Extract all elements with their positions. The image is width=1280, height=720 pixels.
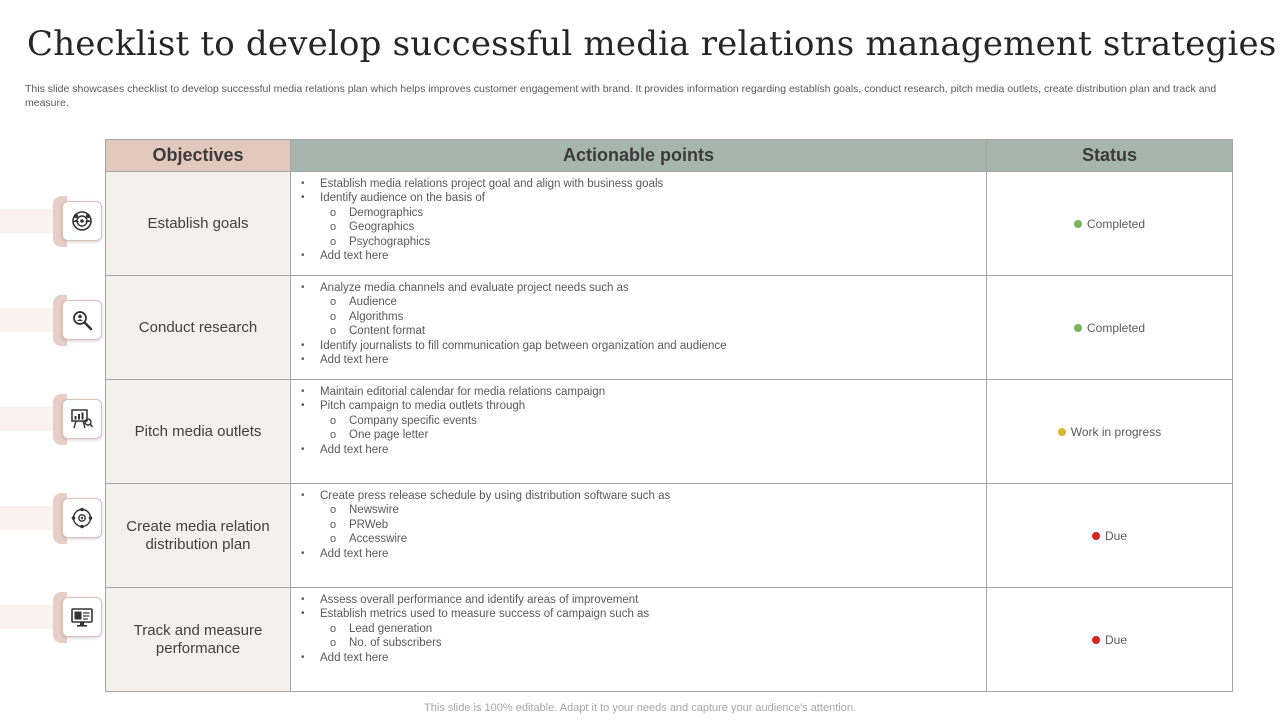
sub-point: o Demographics	[320, 206, 976, 220]
actionable-point	[301, 177, 976, 191]
presentation-board-icon	[62, 399, 102, 439]
status-dot-icon	[1058, 428, 1066, 436]
table-row	[106, 276, 1233, 380]
status-text: Due	[1104, 632, 1127, 647]
status-dot-icon	[1074, 324, 1082, 332]
actionable-point-text: Maintain editorial calendar for media relations campaign	[320, 386, 606, 398]
objective-cell	[106, 172, 291, 276]
actionable-point-text: Assess overall performance and identify areas of improvement	[320, 594, 639, 606]
actionable-point	[301, 385, 976, 399]
objective-cell	[106, 276, 291, 380]
table-row	[106, 380, 1233, 484]
actionable-point	[301, 489, 976, 547]
sub-point: o One page letter	[320, 428, 976, 442]
sub-point: o Psychographics	[320, 235, 976, 249]
objective-label: Establish goals	[147, 214, 249, 232]
sub-point: o Accesswire	[320, 532, 976, 546]
actionable-cell	[291, 380, 987, 484]
actionable-cell	[291, 172, 987, 276]
table-row	[106, 588, 1233, 692]
actionable-list	[301, 177, 976, 263]
actionable-point-text: Establish metrics used to measure success of campaign such as	[320, 608, 650, 621]
actionable-cell	[291, 588, 987, 692]
actionable-point	[301, 651, 976, 665]
header-status: Status	[987, 140, 1233, 172]
status-badge	[1074, 321, 1145, 335]
status-text: Completed	[1086, 320, 1146, 335]
objective-cell	[106, 484, 291, 588]
status-badge	[1092, 633, 1127, 647]
monitor-analytics-icon	[62, 597, 102, 637]
actionable-point-text: Add text here	[320, 443, 389, 456]
actionable-point	[301, 443, 976, 457]
objective-label: Conduct research	[138, 318, 258, 336]
decorative-strip	[0, 407, 56, 431]
status-cell	[987, 172, 1233, 276]
sub-point-list	[320, 503, 976, 546]
actionable-point-text: Add text here	[320, 250, 389, 263]
status-badge	[1092, 529, 1127, 543]
status-cell	[987, 588, 1233, 692]
actionable-point-text: Pitch campaign to media outlets through	[320, 400, 526, 413]
sub-point: o No. of subscribers	[320, 636, 976, 650]
actionable-point	[301, 281, 976, 339]
status-cell	[987, 380, 1233, 484]
actionable-point-text: Establish media relations project goal and align with business goals	[320, 178, 664, 190]
status-badge	[1074, 217, 1145, 231]
status-text: Completed	[1086, 216, 1146, 231]
page-title: Checklist to develop successful media relations management strategies	[27, 24, 1277, 64]
sub-point-list	[320, 295, 976, 338]
status-dot-icon	[1092, 636, 1100, 644]
sub-point: o PRWeb	[320, 518, 976, 532]
decorative-strip	[0, 506, 56, 530]
status-cell	[987, 276, 1233, 380]
footer-note: This slide is 100% editable. Adapt it to your needs and capture your audience's attention.	[424, 702, 856, 714]
decorative-strip	[0, 308, 56, 332]
actionable-point	[301, 353, 976, 367]
header-actionable-points: Actionable points	[291, 140, 987, 172]
sub-point-list	[320, 622, 976, 651]
actionable-point	[301, 249, 976, 263]
status-cell	[987, 484, 1233, 588]
status-dot-icon	[1074, 220, 1082, 228]
objective-label: Create media relation distribution plan	[126, 517, 270, 553]
sub-point: o Audience	[320, 295, 976, 309]
checklist-table	[105, 139, 1233, 692]
objective-label: Track and measure performance	[133, 621, 263, 657]
goals-team-icon	[62, 201, 102, 241]
actionable-point	[301, 399, 976, 442]
actionable-list	[301, 593, 976, 665]
page-subtitle: This slide showcases checklist to develop successful media relations plan which helps improves customer engagement with brand. It provides information regarding establish goals, conduct research, pitch media outlets, create distribution plan and track and measure.	[25, 83, 1217, 109]
sub-point: o Company specific events	[320, 414, 976, 428]
actionable-point-text: Analyze media channels and evaluate project needs such as	[320, 282, 629, 294]
sub-point: o Content format	[320, 324, 976, 338]
actionable-cell	[291, 276, 987, 380]
actionable-point-text: Add text here	[320, 651, 389, 664]
header-objectives: Objectives	[106, 140, 291, 172]
sub-point: o Geographics	[320, 220, 976, 234]
actionable-point-text: Add text here	[320, 547, 389, 560]
table-header-row	[106, 140, 1233, 172]
actionable-list	[301, 281, 976, 367]
status-text: Work in progress	[1070, 424, 1162, 439]
sub-point-list	[320, 206, 976, 249]
actionable-point-text: Create press release schedule by using distribution software such as	[320, 490, 671, 502]
decorative-strip	[0, 209, 56, 233]
sub-point: o Lead generation	[320, 622, 976, 636]
decorative-strip	[0, 605, 56, 629]
actionable-list	[301, 385, 976, 457]
actionable-point	[301, 191, 976, 249]
objective-label: Pitch media outlets	[134, 422, 262, 440]
table-row	[106, 172, 1233, 276]
research-magnifier-icon	[62, 300, 102, 340]
actionable-point-text: Identify journalists to fill communication gap between organization and audience	[320, 339, 727, 352]
actionable-point	[301, 339, 976, 353]
sub-point: o Newswire	[320, 503, 976, 517]
actionable-point	[301, 593, 976, 607]
actionable-point	[301, 607, 976, 650]
status-dot-icon	[1092, 532, 1100, 540]
actionable-point-text: Identify audience on the basis of	[320, 192, 485, 205]
status-badge	[1058, 425, 1161, 439]
actionable-cell	[291, 484, 987, 588]
actionable-point	[301, 547, 976, 561]
table-row	[106, 484, 1233, 588]
actionable-point-text: Add text here	[320, 354, 389, 367]
distribution-cycle-icon	[62, 498, 102, 538]
sub-point: o Algorithms	[320, 310, 976, 324]
objective-cell	[106, 588, 291, 692]
actionable-list	[301, 489, 976, 561]
status-text: Due	[1104, 528, 1127, 543]
sub-point-list	[320, 414, 976, 443]
objective-cell	[106, 380, 291, 484]
